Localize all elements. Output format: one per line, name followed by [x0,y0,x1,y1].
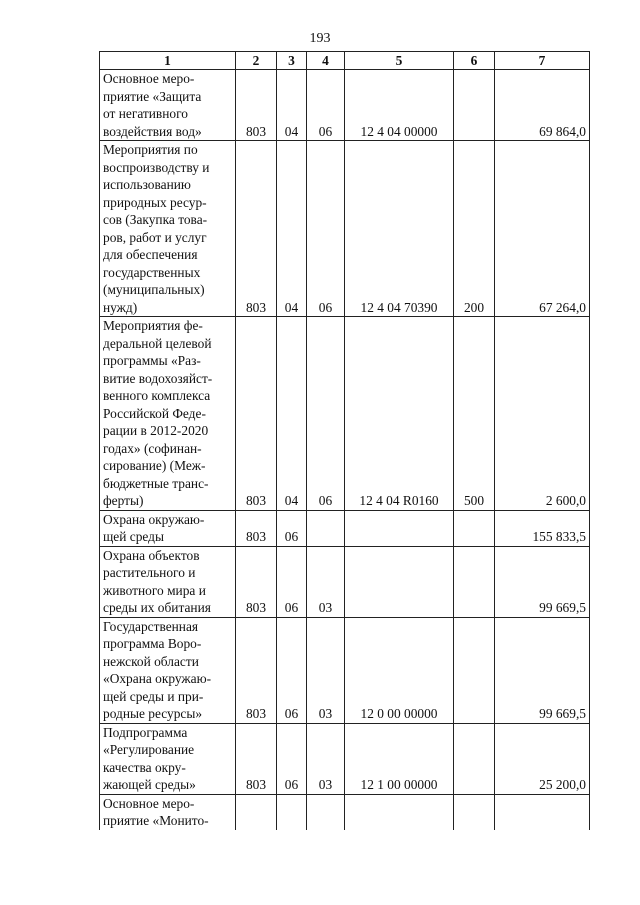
row-ministry-code [236,794,277,830]
row-subsection-code [307,794,345,830]
row-ministry-code: 803 [236,317,277,511]
row-ministry-code: 803 [236,70,277,141]
row-amount: 67 264,0 [495,141,590,317]
page-number: 193 [309,31,331,46]
header-col-5: 5 [345,52,454,70]
row-section-code: 06 [277,723,307,794]
table-row [100,70,590,141]
table-row [100,794,590,830]
row-amount: 155 833,5 [495,510,590,546]
row-name: Мероприятия фе- деральной целевой программы «Раз- витие водохозяйст- венного комплекса Российской Феде- рации в 2012-2020 годах» (софинан- сирование) (Меж- бюджетные транс- ферты) [100,317,236,511]
row-expense-type [454,546,495,617]
row-amount: 25 200,0 [495,723,590,794]
row-ministry-code: 803 [236,510,277,546]
table-row [100,723,590,794]
row-expense-type [454,510,495,546]
row-expense-type: 500 [454,317,495,511]
row-section-code: 04 [277,317,307,511]
row-section-code [277,794,307,830]
row-target-article: 12 4 04 00000 [345,70,454,141]
budget-table [99,51,590,830]
header-col-6: 6 [454,52,495,70]
header-col-4: 4 [307,52,345,70]
row-target-article: 12 0 00 00000 [345,617,454,723]
row-subsection-code: 03 [307,617,345,723]
row-section-code: 06 [277,546,307,617]
row-amount [495,794,590,830]
row-target-article: 12 1 00 00000 [345,723,454,794]
row-amount: 99 669,5 [495,617,590,723]
row-name: Мероприятия по воспроизводству и использованию природных ресур- сов (Закупка това- ров, работ и услуг для обеспечения государственных (муниципальных) нужд) [100,141,236,317]
row-subsection-code: 03 [307,723,345,794]
row-section-code: 04 [277,141,307,317]
row-name: Основное меро- приятие «Монито- [100,794,236,830]
row-section-code: 06 [277,617,307,723]
row-target-article [345,794,454,830]
row-expense-type [454,70,495,141]
header-row [100,52,590,70]
row-subsection-code: 06 [307,141,345,317]
table-row [100,617,590,723]
row-expense-type [454,617,495,723]
header-col-7: 7 [495,52,590,70]
row-subsection-code [307,510,345,546]
row-amount: 69 864,0 [495,70,590,141]
row-amount: 2 600,0 [495,317,590,511]
row-name: Государственная программа Воро- нежской области «Охрана окружаю- щей среды и при- родные ресурсы» [100,617,236,723]
row-target-article [345,546,454,617]
row-section-code: 04 [277,70,307,141]
row-target-article: 12 4 04 R0160 [345,317,454,511]
row-name: Охрана окружаю- щей среды [100,510,236,546]
row-target-article [345,510,454,546]
row-subsection-code: 06 [307,70,345,141]
row-amount: 99 669,5 [495,546,590,617]
header-col-3: 3 [277,52,307,70]
row-subsection-code: 06 [307,317,345,511]
header-col-1: 1 [100,52,236,70]
row-target-article: 12 4 04 70390 [345,141,454,317]
row-expense-type: 200 [454,141,495,317]
table-row [100,510,590,546]
row-expense-type [454,794,495,830]
row-name: Охрана объектов растительного и животного мира и среды их обитания [100,546,236,617]
row-subsection-code: 03 [307,546,345,617]
header-col-2: 2 [236,52,277,70]
row-expense-type [454,723,495,794]
table-row [100,141,590,317]
table-row [100,317,590,511]
row-ministry-code: 803 [236,141,277,317]
row-section-code: 06 [277,510,307,546]
row-name: Основное меро- приятие «Защита от негативного воздействия вод» [100,70,236,141]
row-ministry-code: 803 [236,546,277,617]
row-ministry-code: 803 [236,617,277,723]
row-name: Подпрограмма «Регулирование качества окру- жающей среды» [100,723,236,794]
row-ministry-code: 803 [236,723,277,794]
table-row [100,546,590,617]
